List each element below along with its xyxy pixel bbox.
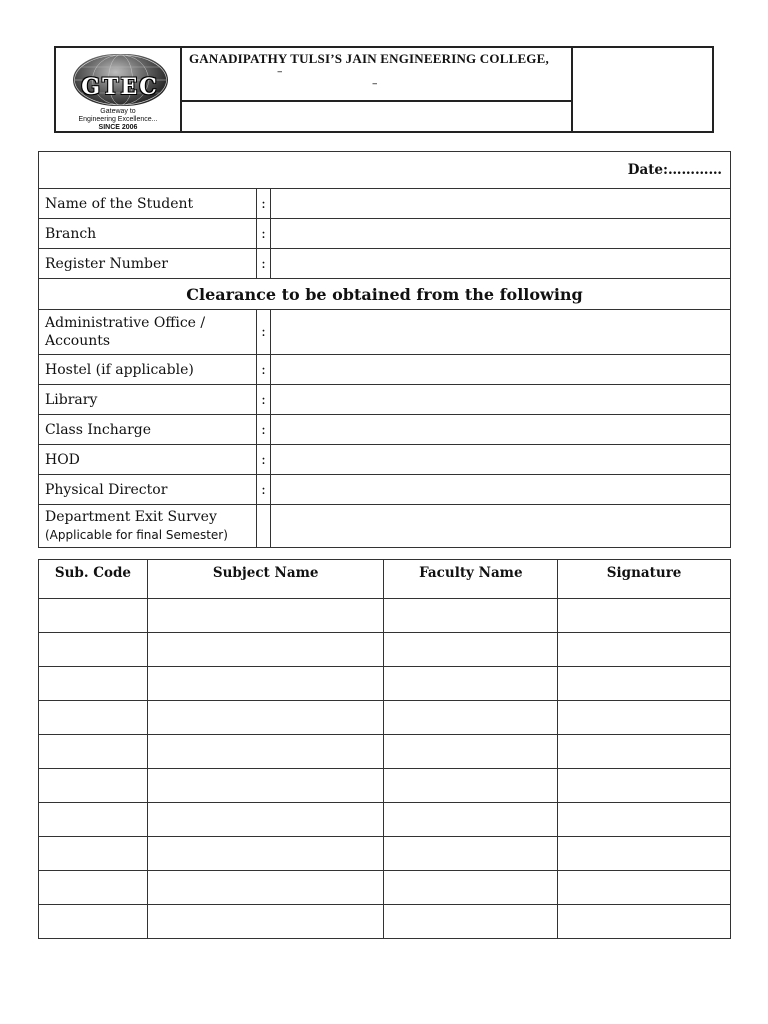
colon: : <box>257 415 271 445</box>
signature-cell[interactable] <box>558 701 731 735</box>
form-row-class-incharge <box>39 415 731 445</box>
colon: : <box>257 189 271 219</box>
sub-code-cell[interactable] <box>39 905 148 939</box>
field-label: HOD <box>39 445 257 475</box>
hostel-signature[interactable] <box>271 355 731 385</box>
table-row <box>39 803 731 837</box>
signature-cell[interactable] <box>558 905 731 939</box>
subject-name-cell[interactable] <box>147 837 384 871</box>
date-field[interactable]: Date:………… <box>39 152 731 189</box>
colon-blank <box>257 505 271 548</box>
field-label: Name of the Student <box>39 189 257 219</box>
tagline-line-1: Gateway to <box>100 108 136 115</box>
signature-cell[interactable] <box>558 735 731 769</box>
header-blank-cell <box>572 47 713 132</box>
field-label <box>39 505 257 548</box>
field-label: Hostel (if applicable) <box>39 355 257 385</box>
tagline-line-2: Engineering Excellence... <box>78 116 158 123</box>
colon: : <box>257 310 271 355</box>
table-row <box>39 701 731 735</box>
label-line-2: Accounts <box>45 333 111 349</box>
column-header-sub-code: Sub. Code <box>39 560 148 599</box>
faculty-name-cell[interactable] <box>384 701 558 735</box>
table-row <box>39 599 731 633</box>
form-row-hostel <box>39 355 731 385</box>
form-row-library <box>39 385 731 415</box>
header-dash-2: – <box>372 77 378 90</box>
colon: : <box>257 445 271 475</box>
table-row <box>39 837 731 871</box>
exit-survey-note: (Applicable for final Semester) <box>45 528 228 542</box>
label-line-1: Administrative Office / <box>45 315 206 331</box>
faculty-name-cell[interactable] <box>384 735 558 769</box>
faculty-name-cell[interactable] <box>384 769 558 803</box>
clearance-form <box>38 151 731 548</box>
faculty-name-cell[interactable] <box>384 905 558 939</box>
signature-cell[interactable] <box>558 871 731 905</box>
form-row-register-number <box>39 249 731 279</box>
class-incharge-signature[interactable] <box>271 415 731 445</box>
form-row-hod <box>39 445 731 475</box>
sub-code-cell[interactable] <box>39 735 148 769</box>
signature-cell[interactable] <box>558 769 731 803</box>
college-subtitle-cell <box>181 101 572 132</box>
faculty-name-cell[interactable] <box>384 871 558 905</box>
subject-name-cell[interactable] <box>147 667 384 701</box>
field-label: Branch <box>39 219 257 249</box>
branch-input[interactable] <box>271 219 731 249</box>
colon: : <box>257 385 271 415</box>
sub-code-cell[interactable] <box>39 803 148 837</box>
exit-survey-signature[interactable] <box>271 505 731 548</box>
college-name: GANADIPATHY TULSI’S JAIN ENGINEERING COLLEGE, <box>189 51 549 66</box>
colon: : <box>257 219 271 249</box>
sub-code-cell[interactable] <box>39 701 148 735</box>
colon: : <box>257 475 271 505</box>
student-name-input[interactable] <box>271 189 731 219</box>
admin-office-signature[interactable] <box>271 310 731 355</box>
logo-since: SINCE 2006 <box>98 124 138 131</box>
section-title: Clearance to be obtained from the following <box>39 279 731 310</box>
colon: : <box>257 355 271 385</box>
subject-name-cell[interactable] <box>147 769 384 803</box>
faculty-name-cell[interactable] <box>384 633 558 667</box>
colon: : <box>257 249 271 279</box>
header-dash-1: – <box>277 65 283 78</box>
college-header <box>54 46 714 133</box>
sub-code-cell[interactable] <box>39 769 148 803</box>
signature-cell[interactable] <box>558 837 731 871</box>
sub-code-cell[interactable] <box>39 633 148 667</box>
subject-name-cell[interactable] <box>147 633 384 667</box>
sub-code-cell[interactable] <box>39 871 148 905</box>
signature-cell[interactable] <box>558 599 731 633</box>
sub-code-cell[interactable] <box>39 837 148 871</box>
faculty-name-cell[interactable] <box>384 803 558 837</box>
subject-name-cell[interactable] <box>147 905 384 939</box>
hod-signature[interactable] <box>271 445 731 475</box>
table-row <box>39 769 731 803</box>
column-header-signature: Signature <box>558 560 731 599</box>
faculty-name-cell[interactable] <box>384 667 558 701</box>
table-row <box>39 667 731 701</box>
table-row <box>39 735 731 769</box>
form-row-branch <box>39 219 731 249</box>
subjects-table <box>38 559 731 939</box>
faculty-name-cell[interactable] <box>384 837 558 871</box>
subject-name-cell[interactable] <box>147 871 384 905</box>
college-name-cell <box>181 47 572 101</box>
register-number-input[interactable] <box>271 249 731 279</box>
table-row <box>39 871 731 905</box>
physical-director-signature[interactable] <box>271 475 731 505</box>
column-header-subject-name: Subject Name <box>147 560 384 599</box>
column-header-faculty-name: Faculty Name <box>384 560 558 599</box>
table-header-row <box>39 560 731 599</box>
faculty-name-cell[interactable] <box>384 599 558 633</box>
field-label <box>39 310 257 355</box>
library-signature[interactable] <box>271 385 731 415</box>
field-label: Library <box>39 385 257 415</box>
logo-tagline <box>56 108 180 132</box>
subject-name-cell[interactable] <box>147 599 384 633</box>
field-label: Class Incharge <box>39 415 257 445</box>
field-label: Physical Director <box>39 475 257 505</box>
table-row <box>39 633 731 667</box>
form-row-admin-office <box>39 310 731 355</box>
form-row-exit-survey <box>39 505 731 548</box>
table-row <box>39 905 731 939</box>
signature-cell[interactable] <box>558 803 731 837</box>
form-row-physical-director <box>39 475 731 505</box>
subject-name-cell[interactable] <box>147 803 384 837</box>
subject-name-cell[interactable] <box>147 701 384 735</box>
sub-code-cell[interactable] <box>39 599 148 633</box>
logo-text: GTEC <box>81 74 159 100</box>
college-logo <box>55 47 181 132</box>
signature-cell[interactable] <box>558 667 731 701</box>
signature-cell[interactable] <box>558 633 731 667</box>
sub-code-cell[interactable] <box>39 667 148 701</box>
exit-survey-label: Department Exit Survey <box>45 509 217 525</box>
subject-name-cell[interactable] <box>147 735 384 769</box>
form-row-student-name <box>39 189 731 219</box>
field-label: Register Number <box>39 249 257 279</box>
